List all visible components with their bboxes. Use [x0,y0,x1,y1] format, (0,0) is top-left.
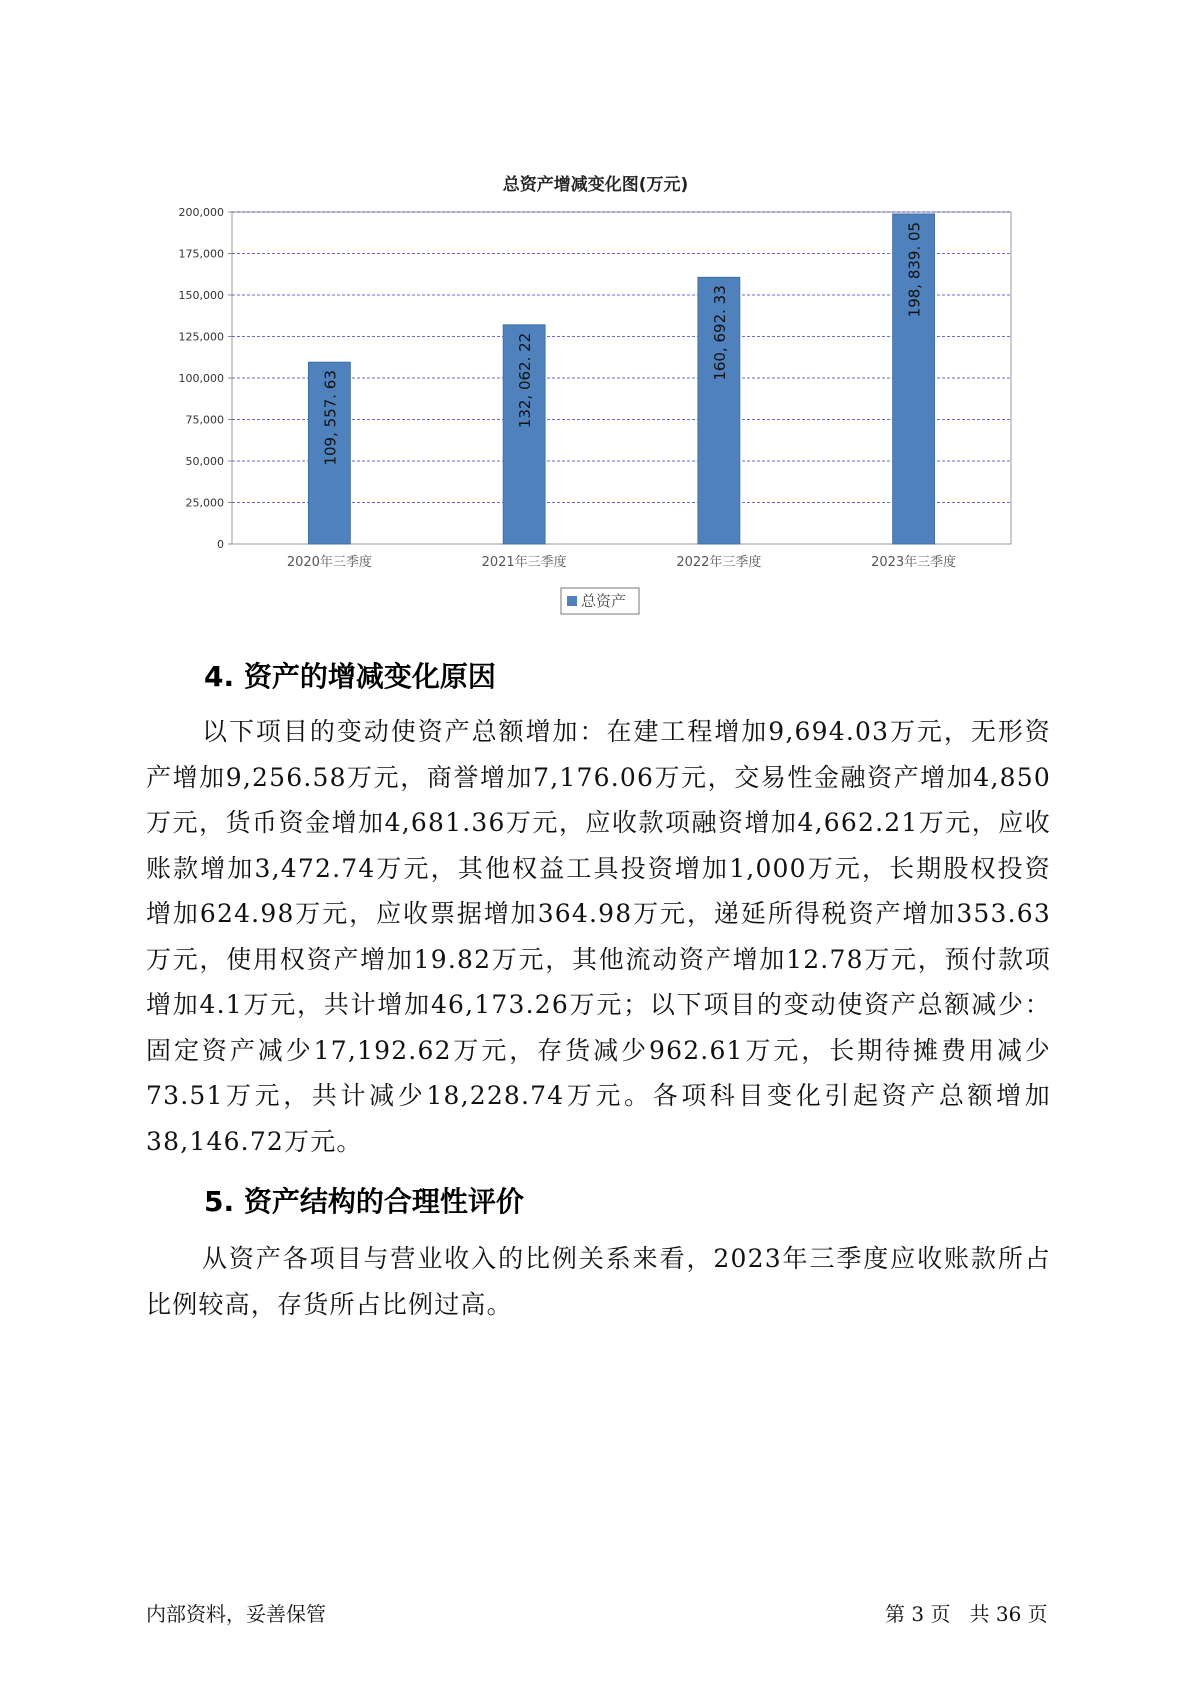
legend-label: 总资产 [581,592,627,610]
section-4-heading: 4. 资产的增减变化原因 [204,660,496,693]
footer-page-number: 第 3 页 共 36 页 [885,1602,1048,1626]
bar-data-label: 132, 062. 22 [516,332,535,429]
bar-data-label: 109, 557. 63 [321,370,340,466]
section-5-paragraph: 从资产各项目与营业收入的比例关系来看，2023年三季度应收账款所占比例较高，存货所占比例过高。 [146,1244,1051,1319]
y-tick-label: 125,000 [178,330,224,344]
y-tick-label: 0 [217,538,224,551]
x-tick-label: 2023年三季度 [871,555,957,570]
y-tick-label: 175,000 [178,247,224,261]
y-tick-label: 150,000 [178,289,224,302]
section-5-heading: 5. 资产结构的合理性评价 [204,1185,524,1218]
section-4-paragraph: 以下项目的变动使资产总额增加：在建工程增加9,694.03万元，无形资产增加9,256.58万元，商誉增加7,176.06万元，交易性金融资产增加4,850万元，货币资金增加4,681.36万元，应收款项融资增加4,662.21万元，应收账款增加3,472.74万元，其他权益工具投资增加1,000万元，长期股权投资增加624.98万元，应收票据增加364.98万元，递延所得税资产增加353.63万元，使用权资产增加19.82万元，其他流动资产增加12.78万元，预付款项增加4.1万元，共计增加46,173.26万元；以下项目的变动使资产总额减少：固定资产减少17,192.62万元，存货减少962.61万元，长期待摊费用减少73.51万元，共计减少18,228.74万元。各项科目变化引起资产总额增加38,146.72万元。 [146,717,1051,1156]
y-tick-label: 100,000 [178,372,224,385]
x-tick-label: 2020年三季度 [286,555,372,570]
bar-data-label: 198, 839. 05 [905,221,924,318]
footer-confidential-note: 内部资料，妥善保管 [146,1602,326,1626]
chart-title: 总资产增减变化图(万元) [502,175,689,195]
bar-data-label: 160, 692. 33 [710,285,729,381]
x-tick-label: 2021年三季度 [481,555,567,570]
x-tick-label: 2022年三季度 [676,555,762,570]
total-assets-bar-chart [0,0,1191,620]
y-tick-label: 75,000 [185,413,224,427]
y-tick-label: 50,000 [185,455,224,468]
y-tick-label: 25,000 [185,496,224,510]
y-tick-label: 200,000 [178,206,224,219]
legend-swatch [567,596,577,606]
